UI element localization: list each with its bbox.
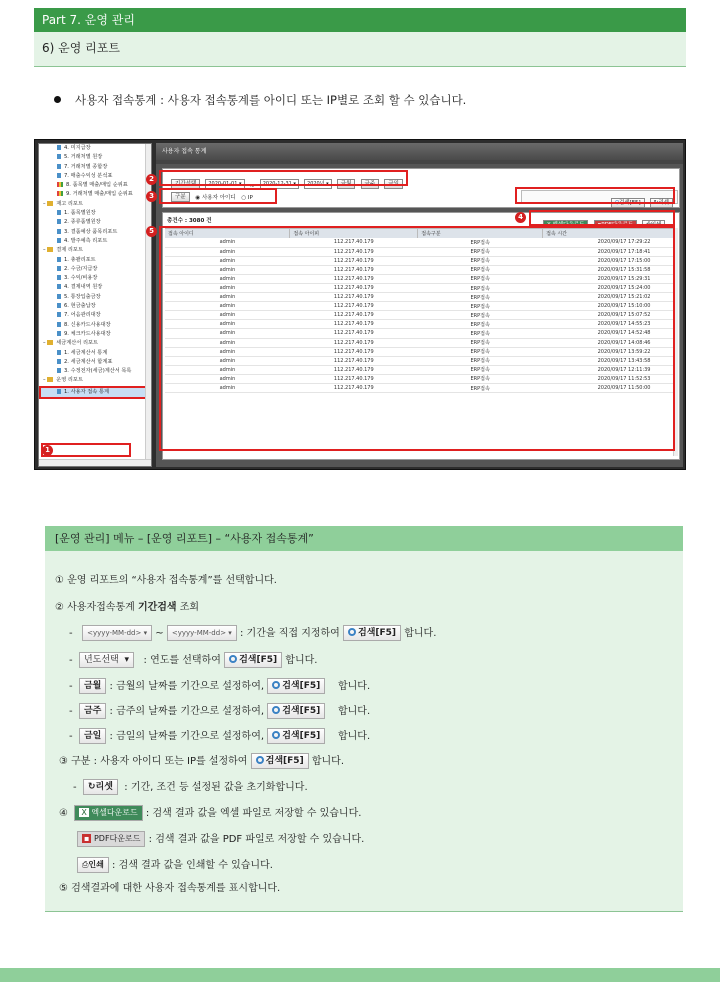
tree-item[interactable] <box>39 163 151 172</box>
tree-item-label: 3. 수정전자(세금)계산서 목록 <box>64 368 132 375</box>
document-icon <box>57 266 61 271</box>
tree-item[interactable] <box>39 321 151 330</box>
tree-item-label: 4. 발주예측 리포트 <box>64 237 108 244</box>
table-cell: admin <box>165 338 290 347</box>
collapse-icon[interactable]: – <box>43 247 48 254</box>
guide-search-label-5: 검색[F5] <box>282 731 321 741</box>
date-from-input[interactable]: 2020-01-01 ▾ <box>205 179 244 189</box>
table-cell: admin <box>165 238 290 247</box>
table-cell: ERP접속 <box>418 256 543 265</box>
tree-item-label: 1. 사용자 접속 통계 <box>64 388 109 395</box>
document-icon <box>57 210 61 215</box>
tree-item[interactable] <box>39 153 151 162</box>
guide-line-3-text: : 기간을 직접 지정하여 <box>236 628 344 639</box>
guide-line-9: - ↻리셋 : 기간, 조건 등 설정된 값을 초기화합니다. <box>73 779 308 795</box>
window-title: 사용자 접속 통계 <box>156 143 683 160</box>
document-icon <box>57 294 61 299</box>
reset-button-sample <box>83 779 118 795</box>
table-cell: ERP접속 <box>418 293 543 302</box>
document-icon <box>57 322 61 327</box>
folder-icon <box>47 377 53 382</box>
search-icon: ⚲ <box>615 199 620 206</box>
tree-item[interactable] <box>39 228 151 237</box>
table-cell: ERP접속 <box>418 329 543 338</box>
table-cell: 112.217.40.179 <box>290 256 418 265</box>
guide-line-6-text: : 금주의 날짜를 기간으로 설정하여, <box>106 706 268 717</box>
date-to-ph-text: <yyyy-MM-dd> <box>171 629 227 637</box>
search-icon <box>272 731 280 739</box>
document-icon <box>57 312 61 317</box>
tree-hscrollbar[interactable] <box>39 459 151 466</box>
guide-line-9-text: : 기간, 조건 등 설정된 값을 초기화합니다. <box>121 782 308 793</box>
guide-line-5: - 금월 : 금월의 날짜를 기간으로 설정하여, 검색[F5] 합니다. <box>69 678 370 694</box>
print-label: 인쇄 <box>650 221 662 228</box>
guide-line-8 <box>59 753 344 769</box>
tree-item[interactable] <box>39 256 151 265</box>
table-cell: ERP접속 <box>418 374 543 383</box>
marker-4: 4 <box>515 212 526 223</box>
period-select-label: 기간선택 <box>171 179 200 189</box>
table-cell: 2020/09/17 12:11:39 <box>543 365 675 374</box>
date-to-value: 2020-12-31 <box>262 180 292 187</box>
tree-item-label: 결제 리포트 <box>56 247 83 254</box>
total-count: 총건수 : 3080 건 <box>167 218 212 224</box>
excel-icon: X <box>547 221 551 228</box>
part-header <box>34 8 686 32</box>
column-header[interactable]: 접속구분 <box>418 229 543 238</box>
table-cell: ERP접속 <box>418 247 543 256</box>
table-cell: admin <box>165 320 290 329</box>
printer-icon: ⎙ <box>646 221 651 228</box>
guide-line-3: - <yyyy-MM-dd> ▾ ~ <yyyy-MM-dd> ▾ : 기간을 직접 지정하여 검색[F5] 합니다. <box>69 625 436 641</box>
month-button-text: 금월 <box>83 681 102 691</box>
tree-item-label: 운영 리포트 <box>56 377 83 384</box>
tree-item-label: 1. 세금계산서 통계 <box>64 349 108 356</box>
search-icon <box>272 681 280 689</box>
tree-item[interactable] <box>39 237 151 246</box>
printer-icon: ⎙ <box>82 860 89 869</box>
guide-search-label-6: 검색[F5] <box>265 756 304 766</box>
table-cell: admin <box>165 265 290 274</box>
document-icon <box>57 389 61 394</box>
table-cell: admin <box>165 311 290 320</box>
guide-line-6-end: 합니다. <box>337 706 371 717</box>
guide-line-6: - 금주 : 금주의 날짜를 기간으로 설정하여, 검색[F5] 합니다. <box>69 703 370 719</box>
table-cell: 112.217.40.179 <box>290 384 418 393</box>
tree-item[interactable] <box>39 190 151 199</box>
guide-title: [운영 관리] 메뉴 – [운영 리포트] – “사용자 접속통계” <box>45 526 683 551</box>
excel-sample-text: 엑셀다운로드 <box>91 808 138 817</box>
year-select-sample: 년도선택 ▾ <box>79 652 134 668</box>
month-button-sample <box>79 678 106 694</box>
guide-line-5-end: 합니다. <box>337 681 371 692</box>
search-button-label: 검색[F5] <box>619 199 641 206</box>
footer-bar <box>0 968 720 982</box>
document-icon <box>57 173 61 178</box>
guide-line-4-end: 합니다. <box>282 655 318 666</box>
excel-button-sample <box>74 805 142 821</box>
table-cell: 112.217.40.179 <box>290 338 418 347</box>
guide-line-10 <box>59 805 361 821</box>
guide-line-10-text: : 검색 결과 값을 엑셀 파일로 저장할 수 있습니다. <box>142 808 362 819</box>
table-cell: 2020/09/17 13:43:58 <box>543 356 675 365</box>
this-week-button[interactable]: 금주 <box>361 179 380 189</box>
table-cell: ERP접속 <box>418 347 543 356</box>
table-cell: 2020/09/17 11:52:53 <box>543 374 675 383</box>
table-cell: 112.217.40.179 <box>290 247 418 256</box>
marker-2: 2 <box>146 174 157 185</box>
guide-line-8-text: ③ 구분 : 사용자 아이디 또는 IP를 설정하여 <box>59 756 251 767</box>
tree-item-label: 3. 수익/비용장 <box>64 275 98 282</box>
document-icon <box>57 257 61 262</box>
document-icon <box>57 350 61 355</box>
date-from-placeholder: <yyyy-MM-dd> ▾ <box>82 625 152 641</box>
print-button-sample <box>77 857 109 873</box>
table-cell: ERP접속 <box>418 283 543 292</box>
radio-ip-label: IP <box>247 194 253 201</box>
guide-line-5-text: : 금월의 날짜를 기간으로 설정하여, <box>106 681 268 692</box>
tree-item[interactable] <box>39 376 151 385</box>
table-cell: admin <box>165 274 290 283</box>
document-icon <box>57 275 61 280</box>
collapse-icon[interactable]: – <box>43 377 48 384</box>
tree-item[interactable] <box>39 246 151 255</box>
guide-line-2-c: 조회 <box>176 602 200 613</box>
guide-line-12-text: : 검색 결과 값을 인쇄할 수 있습니다. <box>108 860 273 871</box>
table-cell: admin <box>165 374 290 383</box>
table-cell: admin <box>165 329 290 338</box>
search-icon <box>229 655 237 663</box>
guide-search-label-2: 검색[F5] <box>239 655 278 665</box>
today-button[interactable]: 금일 <box>384 179 403 189</box>
tree-item[interactable] <box>39 218 151 227</box>
tree-item-label: 2. 종류품별원장 <box>64 219 101 226</box>
table-cell: ERP접속 <box>418 274 543 283</box>
guide-search-label-3: 검색[F5] <box>282 681 321 691</box>
guide-line-11 <box>77 831 364 847</box>
reset-icon: ↻ <box>653 199 659 206</box>
document-icon <box>57 154 61 159</box>
document-icon <box>57 229 61 234</box>
guide-line-3-end: 합니다. <box>401 628 437 639</box>
tree-item[interactable] <box>39 283 151 292</box>
week-button-sample <box>79 703 106 719</box>
tree-item[interactable] <box>39 386 151 399</box>
table-cell: 112.217.40.179 <box>290 274 418 283</box>
document-icon <box>57 331 61 336</box>
marker-box-4 <box>529 210 675 226</box>
folder-icon <box>47 340 53 345</box>
guide-box <box>45 551 683 912</box>
reset-icon: ↻ <box>87 782 96 792</box>
guide-search-label-4: 검색[F5] <box>282 706 321 716</box>
table-cell: 2020/09/17 15:07:52 <box>543 311 675 320</box>
tree-item-label: 3. 결품예상 품목리포트 <box>64 228 118 235</box>
section-title: 6) 운영 리포트 <box>42 41 120 55</box>
table-cell: admin <box>165 347 290 356</box>
part-title: Part 7. 운영 관리 <box>42 13 135 27</box>
app-screenshot <box>34 139 686 470</box>
tree-item-label: 5. 통장입출금장 <box>64 293 101 300</box>
tree-item-label: 4. 미지급장 <box>64 145 91 151</box>
day-button-sample <box>79 728 106 744</box>
table-cell: 112.217.40.179 <box>290 293 418 302</box>
tree-item-label: 5. 거래처별 원장 <box>64 154 103 161</box>
tree-item-label: 9. 체크카드사용대장 <box>64 330 111 337</box>
marker-box-2 <box>159 170 408 186</box>
document-icon <box>57 368 61 373</box>
table-cell: 112.217.40.179 <box>290 265 418 274</box>
collapse-icon[interactable]: – <box>43 340 48 347</box>
tree-item[interactable] <box>39 302 151 311</box>
table-cell: 112.217.40.179 <box>290 365 418 374</box>
radio-user-id-label: 사용자 아이디 <box>201 194 236 201</box>
table-cell: 112.217.40.179 <box>290 329 418 338</box>
tree-item-label: 8. 품목별 매출/매입 순위표 <box>66 182 128 189</box>
table-cell: admin <box>165 247 290 256</box>
tree-item-label: 7. 어음관리대장 <box>64 312 101 319</box>
table-cell: 2020/09/17 14:52:48 <box>543 329 675 338</box>
year-select[interactable]: 2020년 ▾ <box>304 179 332 189</box>
tree-item[interactable] <box>39 209 151 218</box>
chart-icon <box>57 191 63 196</box>
guide-line-4: - 년도선택 ▾ : 연도를 선택하여 검색[F5] 합니다. <box>69 652 317 668</box>
tree-item[interactable] <box>39 293 151 302</box>
tree-item-label: 1. 총괄리포트 <box>64 256 96 263</box>
guide-line-2 <box>55 601 199 615</box>
guide-search-label-1: 검색[F5] <box>358 628 397 638</box>
table-cell: 2020/09/17 13:59:22 <box>543 347 675 356</box>
table-cell: ERP접속 <box>418 238 543 247</box>
tree-item-label: 1. 품목별원장 <box>64 210 96 217</box>
day-button-text: 금일 <box>83 731 102 741</box>
table-cell: 112.217.40.179 <box>290 283 418 292</box>
bullet-dot <box>54 96 61 103</box>
tree-item-label: 9. 거래처별 매출/매입 순위표 <box>66 191 133 198</box>
pdf-sample-text: PDF다운로드 <box>93 834 141 843</box>
table-cell: ERP접속 <box>418 311 543 320</box>
table-cell: 2020/09/17 15:31:58 <box>543 265 675 274</box>
guide-search-button-5 <box>267 728 325 744</box>
column-header[interactable]: 접속 아이피 <box>290 229 418 238</box>
guide-line-2-bold: 기간검색 <box>137 602 177 613</box>
guide-line-7-end: 합니다. <box>337 731 371 742</box>
table-cell: 2020/09/17 15:24:00 <box>543 283 675 292</box>
reset-button-label: 리셋 <box>658 199 669 206</box>
tree-item-label: 7. 거래처별 종합장 <box>64 163 108 170</box>
document-icon <box>57 164 61 169</box>
tree-item-label: 2. 세금계산서 합계표 <box>64 358 113 365</box>
excel-icon: X <box>81 808 87 817</box>
guide-line-4-text: : 연도를 선택하여 <box>140 655 225 666</box>
table-cell: 2020/09/17 15:21:02 <box>543 293 675 302</box>
table-cell: 112.217.40.179 <box>290 311 418 320</box>
table-cell: admin <box>165 302 290 311</box>
marker-box-5 <box>159 226 675 451</box>
guide-search-button-2 <box>224 652 282 668</box>
marker-box-3 <box>159 188 277 204</box>
guide-line-10-num: ④ <box>59 808 68 819</box>
tree-item-label: 2. 수금/지급장 <box>64 265 98 272</box>
tree-item[interactable] <box>39 200 151 209</box>
year-value: 2020년 <box>307 180 325 187</box>
table-cell: 112.217.40.179 <box>290 347 418 356</box>
reset-sample-text: 리셋 <box>95 782 113 792</box>
guide-line-7-text: : 금일의 날짜를 기간으로 설정하여, <box>106 731 268 742</box>
table-cell: ERP접속 <box>418 356 543 365</box>
guide-line-1: ① 운영 리포트의 “사용자 접속통계”를 선택합니다. <box>55 575 277 586</box>
excel-label: 엑셀다운로드 <box>552 221 585 228</box>
bullet-item <box>54 92 466 108</box>
tree-item[interactable] <box>39 339 151 348</box>
document-icon <box>57 145 61 150</box>
table-cell: 112.217.40.179 <box>290 374 418 383</box>
table-cell: 2020/09/17 14:08:46 <box>543 338 675 347</box>
search-icon <box>348 628 356 636</box>
type-label: 구분 <box>171 192 190 202</box>
marker-5: 5 <box>146 226 157 237</box>
marker-1: 1 <box>42 445 53 456</box>
guide-line-7: - 금일 : 금일의 날짜를 기간으로 설정하여, 검색[F5] 합니다. <box>69 728 370 744</box>
radio-ip[interactable]: ○ IP <box>241 194 253 201</box>
table-cell: admin <box>165 256 290 265</box>
marker-3: 3 <box>146 191 157 202</box>
radio-user-id[interactable]: ◉ 사용자 아이디 <box>195 194 236 201</box>
menu-tree <box>38 143 152 467</box>
document-icon <box>57 238 61 243</box>
tree-item[interactable] <box>39 181 151 190</box>
document-icon <box>57 284 61 289</box>
pdf-button-sample <box>77 831 145 847</box>
tree-item[interactable] <box>39 358 151 367</box>
guide-search-button-3 <box>267 678 325 694</box>
folder-icon <box>47 201 53 206</box>
this-month-button[interactable]: 금월 <box>337 179 356 189</box>
search-icon <box>272 706 280 714</box>
table-cell: 2020/09/17 11:50:00 <box>543 384 675 393</box>
search-icon <box>256 756 264 764</box>
pdf-icon: ▪ <box>84 834 90 843</box>
table-cell: 2020/09/17 17:29:22 <box>543 238 675 247</box>
year-select-sample-text: 년도선택 <box>83 655 119 665</box>
table-cell: 112.217.40.179 <box>290 302 418 311</box>
marker-box-1 <box>41 443 131 457</box>
document-icon <box>57 219 61 224</box>
table-cell: 2020/09/17 17:15:00 <box>543 256 675 265</box>
tree-item[interactable] <box>39 367 151 376</box>
table-cell: ERP접속 <box>418 338 543 347</box>
pdf-label: PDF다운로드 <box>601 221 634 228</box>
date-to-input[interactable]: 2020-12-31 ▾ <box>260 179 299 189</box>
tree-item-label: 4. 결제내역 원장 <box>64 284 103 291</box>
print-sample-text: 인쇄 <box>88 860 104 869</box>
guide-line-11-text: : 검색 결과 값을 PDF 파일로 저장할 수 있습니다. <box>145 834 365 845</box>
table-cell: 2020/09/17 17:18:41 <box>543 247 675 256</box>
collapse-icon[interactable]: – <box>43 200 48 207</box>
date-to-placeholder: <yyyy-MM-dd> ▾ <box>167 625 237 641</box>
table-cell: ERP접속 <box>418 265 543 274</box>
chart-icon <box>57 182 63 187</box>
tree-item[interactable] <box>39 311 151 320</box>
table-cell: 112.217.40.179 <box>290 356 418 365</box>
column-header[interactable]: 접속 아이디 <box>165 229 290 238</box>
table-cell: 2020/09/17 14:55:23 <box>543 320 675 329</box>
guide-line-12 <box>77 857 273 873</box>
table-cell: 112.217.40.179 <box>290 320 418 329</box>
guide-search-button-6 <box>251 753 309 769</box>
tree-item-label: 재고 리포트 <box>56 200 83 207</box>
tree-item[interactable] <box>39 265 151 274</box>
table-cell: ERP접속 <box>418 384 543 393</box>
tree-item-label: 세금계산서 리포트 <box>56 340 98 347</box>
table-cell: admin <box>165 293 290 302</box>
table-cell: 112.217.40.179 <box>290 238 418 247</box>
search-condition-panel: 기간선택 2020-01-01 ▾ ~ 2020-12-31 ▾ 2020년 ▾ 금월 금주 금일 구분 ◉ 사용자 아이디 ○ IP ⚲검색[F5] ↻리셋 <box>162 168 680 208</box>
tree-item[interactable] <box>39 330 151 339</box>
tree-item[interactable] <box>39 349 151 358</box>
table-cell: 2020/09/17 15:29:31 <box>543 274 675 283</box>
table-cell: admin <box>165 365 290 374</box>
section-header <box>34 32 686 67</box>
guide-line-8-end: 합니다. <box>308 756 345 767</box>
guide-search-button-4 <box>267 703 325 719</box>
week-button-text: 금주 <box>83 706 102 716</box>
document-icon <box>57 303 61 308</box>
date-from-value: 2020-01-01 <box>208 180 238 187</box>
table-cell: admin <box>165 384 290 393</box>
tree-item-label: 7. 매출수익성 분석표 <box>64 172 113 179</box>
pdf-icon: ▪ <box>597 221 602 228</box>
tree-item[interactable] <box>39 144 151 153</box>
document-icon <box>57 359 61 364</box>
guide-search-button-1 <box>343 625 401 641</box>
tree-item[interactable] <box>39 172 151 181</box>
table-cell: 2020/09/17 15:10:00 <box>543 302 675 311</box>
table-cell: ERP접속 <box>418 302 543 311</box>
table-cell: admin <box>165 356 290 365</box>
tree-item-label: 8. 신용카드사용대장 <box>64 321 111 328</box>
guide-line-13: ⑤ 검색결과에 대한 사용자 접속통계를 표시합니다. <box>59 883 281 894</box>
bullet-text: 사용자 접속통계 : 사용자 접속통계를 아이디 또는 IP별로 조회 할 수 있습니다. <box>75 93 467 107</box>
tree-item[interactable] <box>39 274 151 283</box>
table-cell: ERP접속 <box>418 365 543 374</box>
folder-icon <box>47 247 53 252</box>
table-cell: admin <box>165 283 290 292</box>
tree-item-label: 6. 현금출납장 <box>64 303 96 310</box>
column-header[interactable]: 접속 시간 <box>543 229 675 238</box>
guide-line-2-a: ② 사용자접속통계 <box>55 602 138 613</box>
date-from-ph-text: <yyyy-MM-dd> <box>87 629 142 637</box>
marker-box-3b <box>515 187 675 204</box>
table-cell: ERP접속 <box>418 320 543 329</box>
